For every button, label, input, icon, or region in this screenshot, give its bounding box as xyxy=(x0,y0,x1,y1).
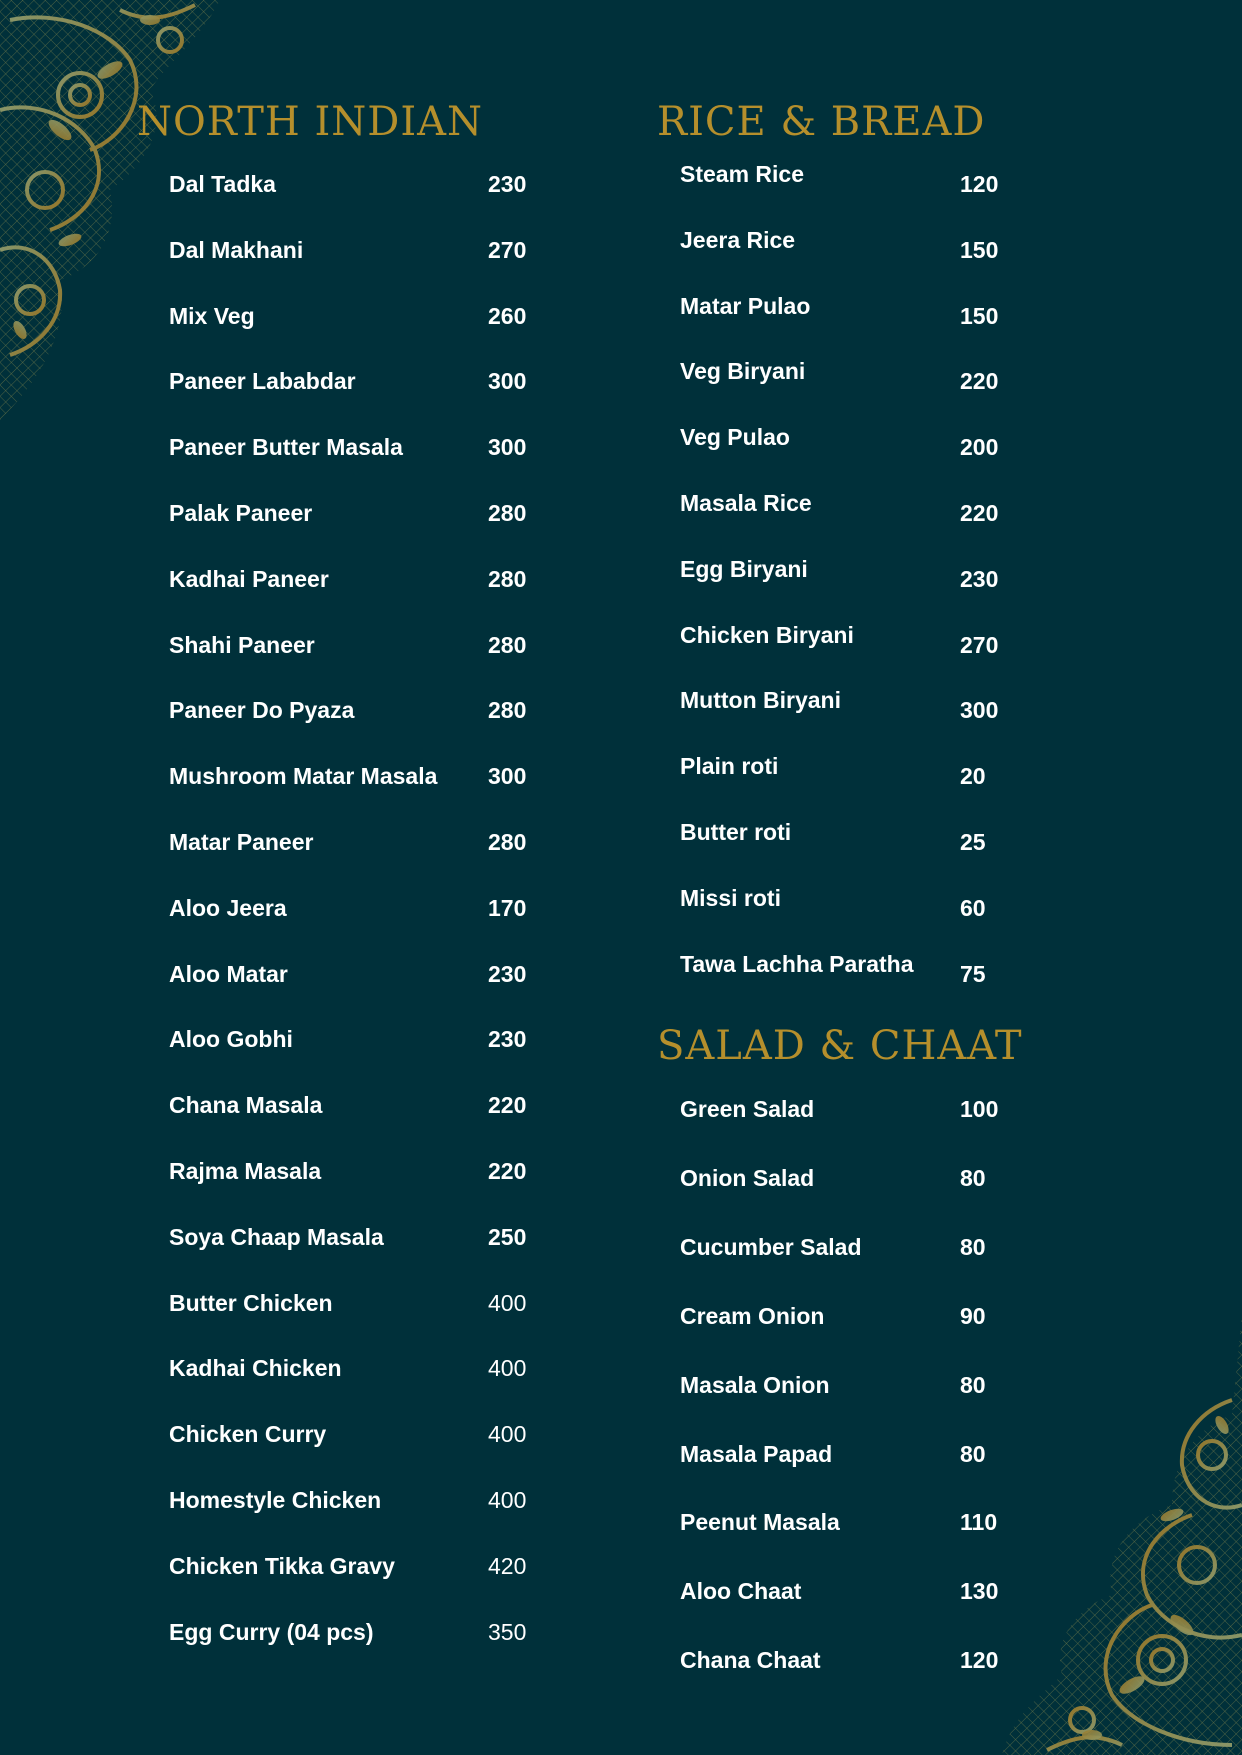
menu-item xyxy=(680,161,1010,211)
menu-item-name: Aloo Matar xyxy=(169,960,288,987)
menu-item-price: 230 xyxy=(488,960,527,987)
menu-item-name: Rajma Masala xyxy=(169,1158,322,1184)
menu-item-price: 150 xyxy=(960,302,999,329)
menu-item-name: Matar Pulao xyxy=(680,292,811,319)
menu-item-price: 120 xyxy=(960,1647,999,1674)
menu-item xyxy=(680,226,1010,277)
menu-item-name: Masala Papad xyxy=(680,1440,833,1467)
menu-item xyxy=(680,1578,1010,1618)
menu-item-price: 400 xyxy=(488,1487,527,1513)
menu-item xyxy=(680,1303,1010,1343)
menu-item-name: Masala Rice xyxy=(680,490,812,516)
menu-item-price: 230 xyxy=(960,565,999,592)
menu-item-price: 220 xyxy=(488,1092,527,1119)
menu-item-price: 300 xyxy=(960,697,999,724)
menu-item-name: Aloo Jeera xyxy=(169,894,287,921)
menu-item-price: 400 xyxy=(488,1355,527,1382)
menu-item-price: 350 xyxy=(488,1618,527,1645)
menu-item-price: 60 xyxy=(960,894,986,921)
menu-item-name: Onion Salad xyxy=(680,1164,815,1191)
menu-item-name: Steam Rice xyxy=(680,161,805,187)
menu-item-price: 400 xyxy=(488,1289,527,1316)
menu-item xyxy=(169,1224,539,1264)
menu-item-price: 170 xyxy=(488,894,527,921)
menu-item-price: 280 xyxy=(488,565,527,592)
menu-item-name: Missi roti xyxy=(680,884,781,911)
menu-item-price: 270 xyxy=(488,236,527,263)
menu-item-name: Kadhai Paneer xyxy=(169,565,329,592)
menu-item-name: Cream Onion xyxy=(680,1302,825,1329)
menu-item xyxy=(169,1553,539,1593)
menu-item-name: Dal Makhani xyxy=(169,236,304,263)
menu-item xyxy=(169,697,539,737)
menu-item xyxy=(169,1619,539,1659)
menu-item xyxy=(169,434,539,474)
menu-item xyxy=(680,1372,1010,1412)
menu-item-price: 120 xyxy=(960,171,999,197)
menu-item-price: 260 xyxy=(488,302,527,329)
section-title-salad-chaat: SALAD & CHAAT xyxy=(657,1023,1023,1069)
menu-item-name: Plain roti xyxy=(680,753,779,780)
menu-item-name: Chicken Curry xyxy=(169,1421,327,1448)
menu-item-name: Veg Pulao xyxy=(680,424,790,451)
menu-item-name: Tawa Lachha Paratha xyxy=(680,950,914,977)
section-title-rice-bread: RICE & BREAD xyxy=(657,99,986,145)
menu-item-name: Mushroom Matar Masala xyxy=(169,763,438,790)
menu-item xyxy=(680,1509,1010,1549)
menu-item-name: Jeera Rice xyxy=(680,226,796,253)
menu-item xyxy=(680,1096,1010,1136)
menu-item-name: Masala Onion xyxy=(680,1371,830,1398)
menu-item-name: Butter roti xyxy=(680,819,792,845)
menu-item-price: 280 xyxy=(488,631,527,658)
menu-item-name: Chana Chaat xyxy=(680,1647,821,1674)
menu-item xyxy=(169,566,539,606)
menu-item-name: Veg Biryani xyxy=(680,358,806,385)
menu-item xyxy=(680,621,1010,672)
menu-item-price: 80 xyxy=(960,1371,986,1398)
menu-item-name: Aloo Gobhi xyxy=(169,1026,293,1053)
menu-item-name: Egg Curry (04 pcs) xyxy=(169,1618,374,1645)
menu-item xyxy=(169,895,539,935)
menu-item-price: 300 xyxy=(488,434,527,461)
menu-item-price: 20 xyxy=(960,763,986,790)
menu-item-price: 90 xyxy=(960,1302,986,1329)
menu-item-name: Cucumber Salad xyxy=(680,1233,862,1260)
menu-item xyxy=(169,500,539,540)
menu-item-price: 220 xyxy=(960,368,999,395)
menu-item-name: Chicken Tikka Gravy xyxy=(169,1552,395,1579)
menu-item-name: Kadhai Chicken xyxy=(169,1355,342,1382)
menu-item-price: 200 xyxy=(960,434,999,461)
menu-item-name: Matar Paneer xyxy=(169,829,314,855)
menu-item xyxy=(680,950,1010,1001)
menu-item-price: 400 xyxy=(488,1421,527,1448)
menu-item-name: Mix Veg xyxy=(169,302,255,329)
menu-item xyxy=(169,171,539,211)
menu-item xyxy=(680,687,1010,737)
menu-item-price: 280 xyxy=(488,829,527,855)
menu-item-name: Chicken Biryani xyxy=(680,621,854,648)
menu-item-name: Paneer Butter Masala xyxy=(169,434,403,461)
menu-item-price: 280 xyxy=(488,500,527,526)
menu-item-name: Mutton Biryani xyxy=(680,687,841,714)
menu-item xyxy=(680,1165,1010,1205)
menu-item xyxy=(169,1355,539,1395)
menu-item-price: 300 xyxy=(488,763,527,790)
menu-item xyxy=(680,1441,1010,1481)
menu-item-name: Paneer Lababdar xyxy=(169,368,356,395)
menu-item-price: 80 xyxy=(960,1233,986,1260)
menu-item xyxy=(680,819,1010,869)
menu-item-price: 150 xyxy=(960,236,999,263)
menu-item xyxy=(169,368,539,408)
menu-item-name: Butter Chicken xyxy=(169,1289,333,1316)
menu-item-name: Soya Chaap Masala xyxy=(169,1223,384,1250)
menu-item-price: 220 xyxy=(488,1158,527,1184)
menu-item xyxy=(680,292,1010,343)
menu-item-price: 130 xyxy=(960,1578,999,1605)
menu-item-name: Homestyle Chicken xyxy=(169,1487,382,1513)
section-title-north-indian: NORTH INDIAN xyxy=(137,99,484,145)
menu-item-name: Paneer Do Pyaza xyxy=(169,697,355,724)
menu-item-name: Peenut Masala xyxy=(680,1509,840,1536)
menu-item xyxy=(169,303,539,343)
menu-item xyxy=(169,1290,539,1330)
menu-item-name: Dal Tadka xyxy=(169,171,276,197)
menu-item-price: 25 xyxy=(960,829,986,855)
menu-item-price: 75 xyxy=(960,960,986,987)
menu-item-name: Green Salad xyxy=(680,1096,815,1122)
menu-item-price: 220 xyxy=(960,500,999,526)
menu-item xyxy=(169,1421,539,1461)
menu-item-price: 80 xyxy=(960,1164,986,1191)
menu-item-price: 110 xyxy=(960,1509,998,1536)
menu-item-name: Shahi Paneer xyxy=(169,631,315,658)
floral-ornament-top-left-icon xyxy=(0,0,230,430)
menu-item-price: 250 xyxy=(488,1223,527,1250)
menu-item xyxy=(680,555,1010,606)
menu-item-price: 100 xyxy=(960,1096,999,1122)
menu-item xyxy=(680,884,1010,935)
menu-item-price: 80 xyxy=(960,1440,986,1467)
menu-item xyxy=(680,1647,1010,1687)
menu-item xyxy=(169,632,539,672)
menu-item-name: Palak Paneer xyxy=(169,500,313,526)
menu-item xyxy=(169,961,539,1001)
menu-item xyxy=(169,1026,539,1066)
menu-item-name: Aloo Chaat xyxy=(680,1578,802,1605)
menu-item-name: Egg Biryani xyxy=(680,555,808,582)
menu-item xyxy=(680,490,1010,540)
menu-item-price: 300 xyxy=(488,368,527,395)
menu-item-price: 270 xyxy=(960,631,999,658)
menu-item xyxy=(680,1234,1010,1274)
menu-item xyxy=(169,829,539,869)
menu-item xyxy=(169,1487,539,1527)
menu-item xyxy=(169,1092,539,1132)
menu-item xyxy=(169,1158,539,1198)
menu-item xyxy=(169,237,539,277)
menu-item-price: 230 xyxy=(488,171,527,197)
menu-item xyxy=(680,358,1010,408)
menu-item-price: 280 xyxy=(488,697,527,724)
menu-item xyxy=(680,753,1010,803)
menu-item xyxy=(680,424,1010,474)
menu-item xyxy=(169,763,539,803)
menu-item-name: Chana Masala xyxy=(169,1092,323,1119)
menu-item-price: 420 xyxy=(488,1552,527,1579)
menu-item-price: 230 xyxy=(488,1026,527,1053)
